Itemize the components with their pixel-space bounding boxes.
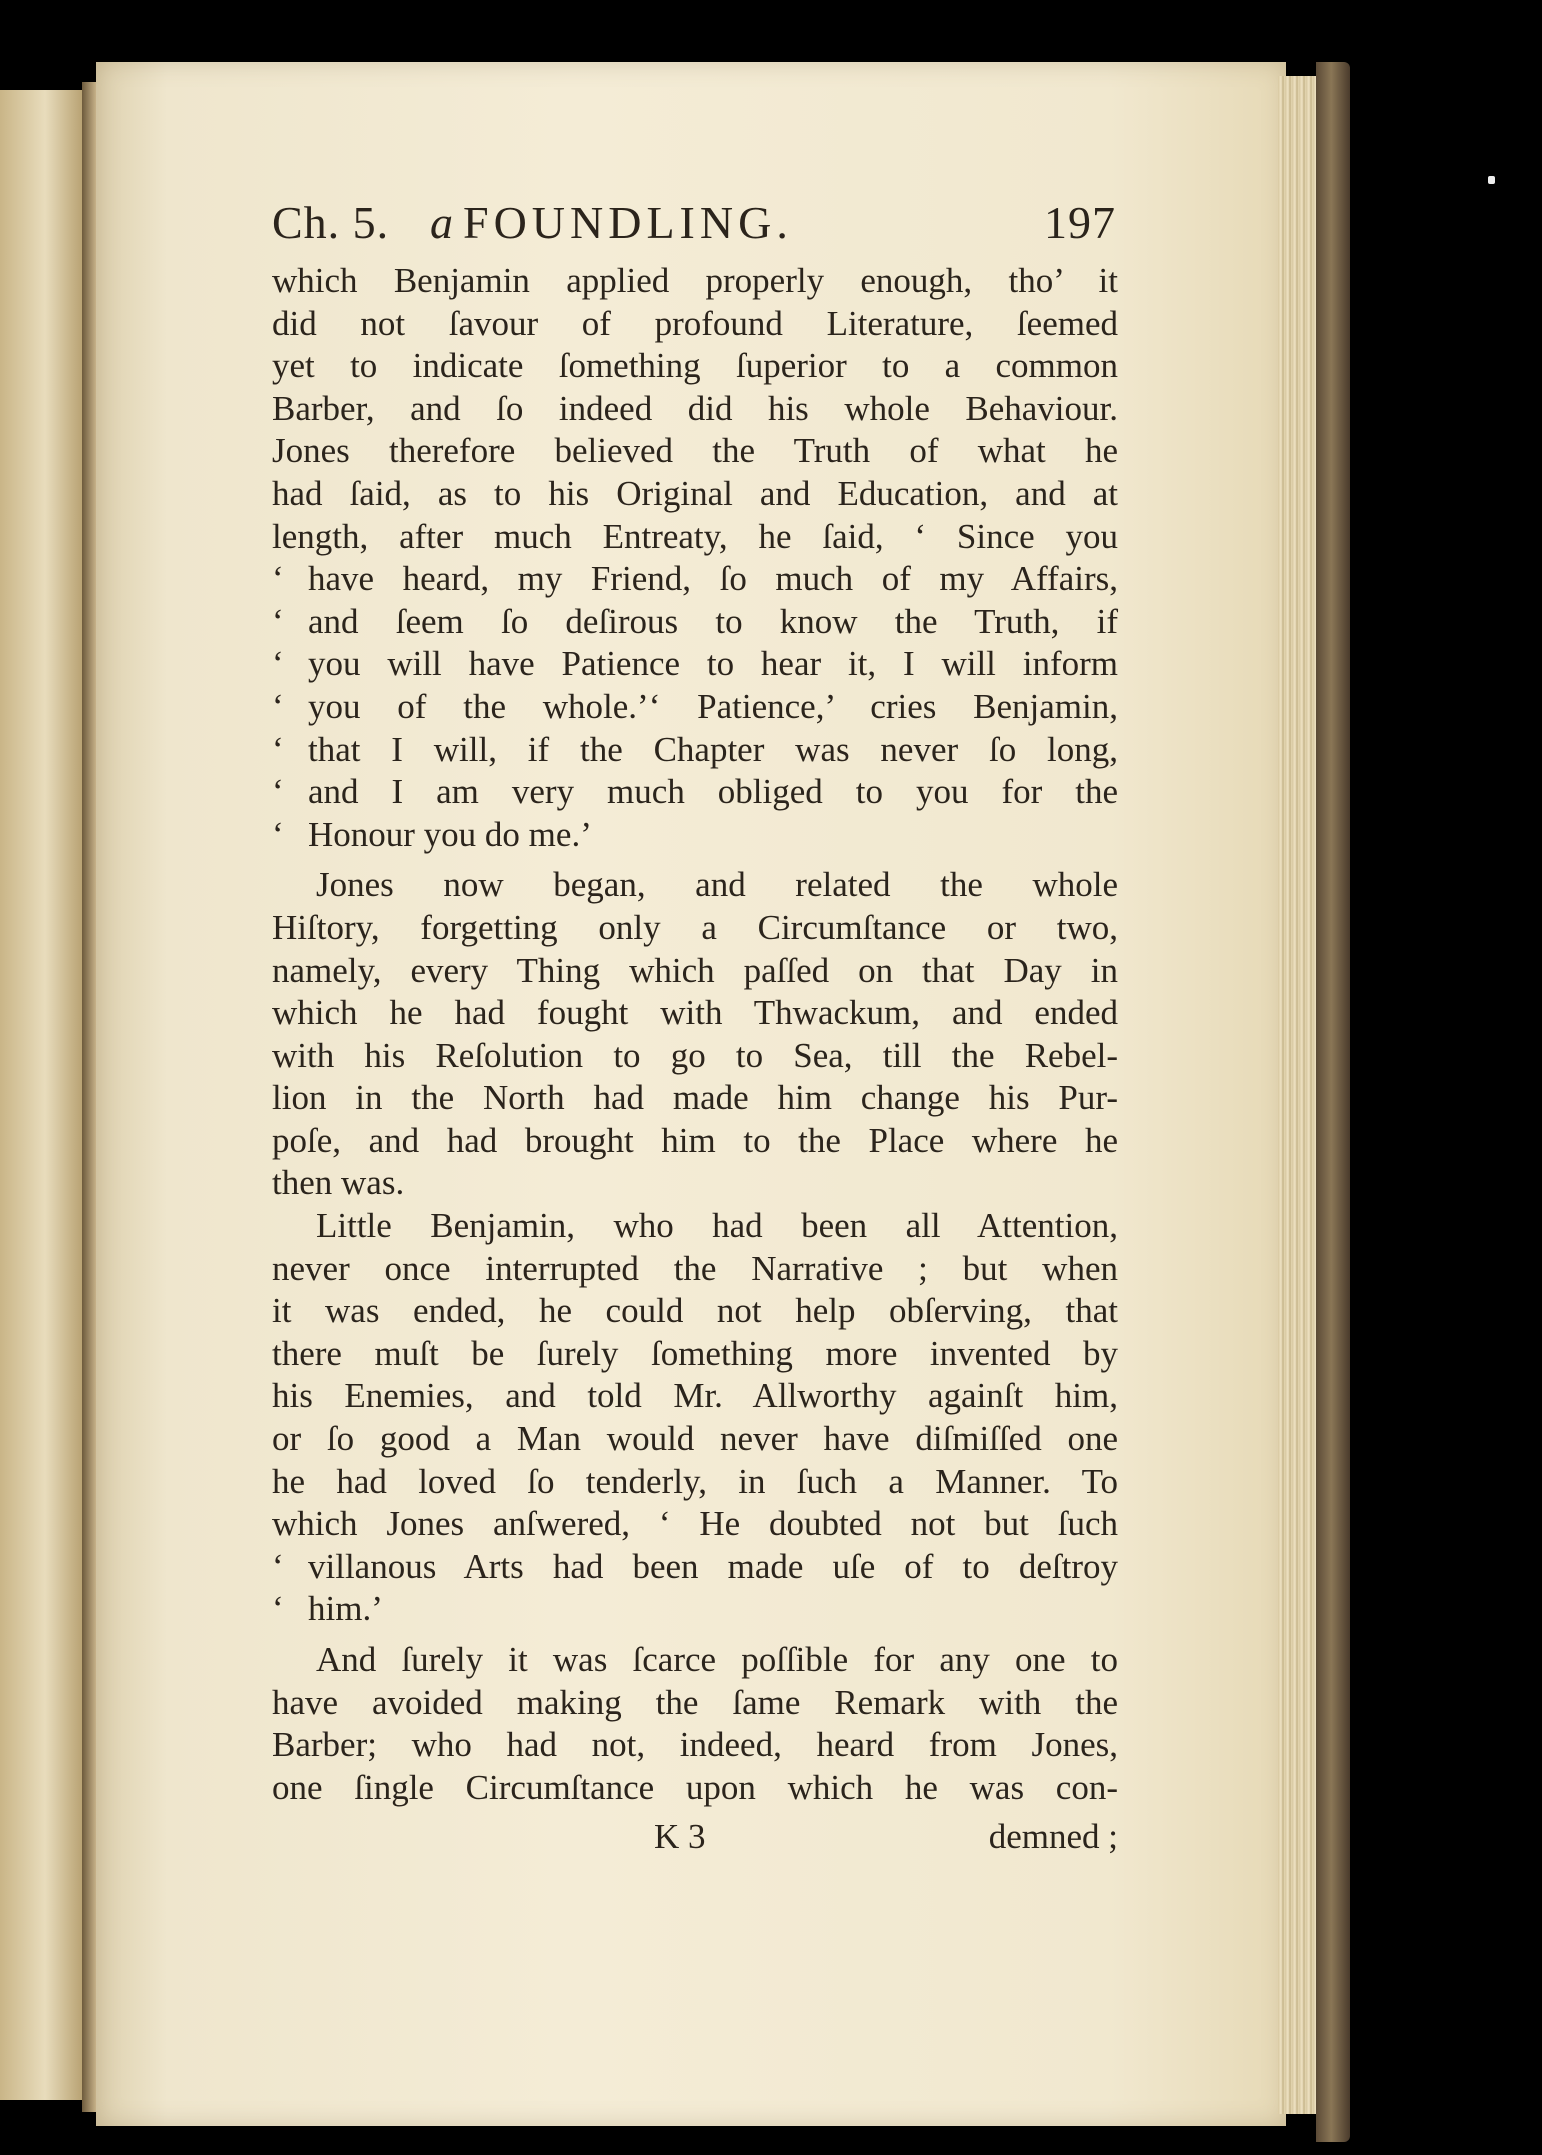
text-line-quoted: ‘ Honour you do me.’ [272,814,1118,857]
text-line: length, after much Entreaty, he ſaid, ‘ Since you [272,516,1118,556]
text-line-quoted: ‘ and ſeem ſo deſirous to know the Truth, if [272,601,1118,644]
text-line: he had loved ſo tenderly, in ſuch a Manner. To [272,1461,1118,1501]
text-line: Hiſtory, forgetting only a Circumſtance or two, [272,907,1118,947]
text-line-quoted: ‘ him.’ [272,1588,1118,1631]
page-edges [1278,76,1320,2114]
text-line: which Jones anſwered, ‘ He doubted not but ſuch [272,1504,1118,1544]
text-line: there muſt be ſurely ſomething more invented by [272,1333,1118,1373]
text-line: Jones therefore believed the Truth of what he [272,431,1118,471]
page-number: 197 [1044,197,1116,248]
text-line: have avoided making the ſame Remark with the [272,1682,1118,1722]
signature-mark: K 3 [654,1817,706,1857]
text-line: poſe, and had brought him to the Place where he [272,1120,1118,1160]
corner-speck [1488,176,1495,184]
text-line-paragraph-start: Jones now began, and related the whole [316,865,1118,905]
page-text-block [272,186,1118,1859]
text-line-paragraph-start: And ſurely it was ſcarce poſſible for any one to [316,1640,1118,1679]
text-line: his Enemies, and told Mr. Allworthy againſt him, [272,1376,1118,1416]
running-head-title [430,186,793,260]
text-line: with his Reſolution to go to Sea, till the Rebel- [272,1035,1118,1075]
text-line-quoted: ‘ and I am very much obliged to you for the [272,771,1118,814]
running-head-title-word: FOUNDLING. [463,197,793,248]
cover-board [1316,62,1350,2142]
text-line-quoted: ‘ that I will, if the Chapter was never ſo long, [272,729,1118,772]
text-line: had ſaid, as to his Original and Education, and at [272,473,1118,513]
text-line: or ſo good a Man would never have diſmiſſed one [272,1419,1118,1459]
text-line: Barber, and ſo indeed did his whole Behaviour. [272,388,1118,428]
text-line: did not ſavour of profound Literature, ſeemed [272,303,1118,343]
text-line-quoted: ‘ you of the whole.’‘ Patience,’ cries Benjamin, [272,686,1118,729]
text-line-quoted: ‘ have heard, my Friend, ſo much of my Affairs, [272,558,1118,601]
running-head-chapter: Ch. 5. [272,197,390,248]
text-line: then was. [272,1163,405,1203]
text-line: lion in the North had made him change his Pur- [272,1078,1118,1118]
text-line: never once interrupted the Narrative ; but when [272,1248,1118,1288]
catchword: demned ; [988,1817,1118,1857]
text-line: which Benjamin applied properly enough, tho’ it [272,261,1118,300]
running-head-article: a [430,197,453,248]
left-page-edge [0,90,85,2100]
running-head [272,186,1118,260]
text-line: Barber; who had not, indeed, heard from Jones, [272,1725,1118,1765]
body-text [272,260,1118,1809]
text-line: yet to indicate ſomething ſuperior to a common [272,346,1118,386]
text-line: which he had fought with Thwackum, and ended [272,993,1118,1033]
page-footer [272,1815,1118,1859]
text-line: namely, every Thing which paſſed on that Day in [272,950,1118,990]
text-line-paragraph-start: Little Benjamin, who had been all Attention, [316,1206,1118,1246]
text-line-quoted: ‘ villanous Arts had been made uſe of to deſtroy [272,1546,1118,1589]
text-line: it was ended, he could not help obſerving, that [272,1291,1118,1331]
text-line-quoted: ‘ you will have Patience to hear it, I will inform [272,643,1118,686]
text-line: one ſingle Circumſtance upon which he was con- [272,1767,1118,1807]
